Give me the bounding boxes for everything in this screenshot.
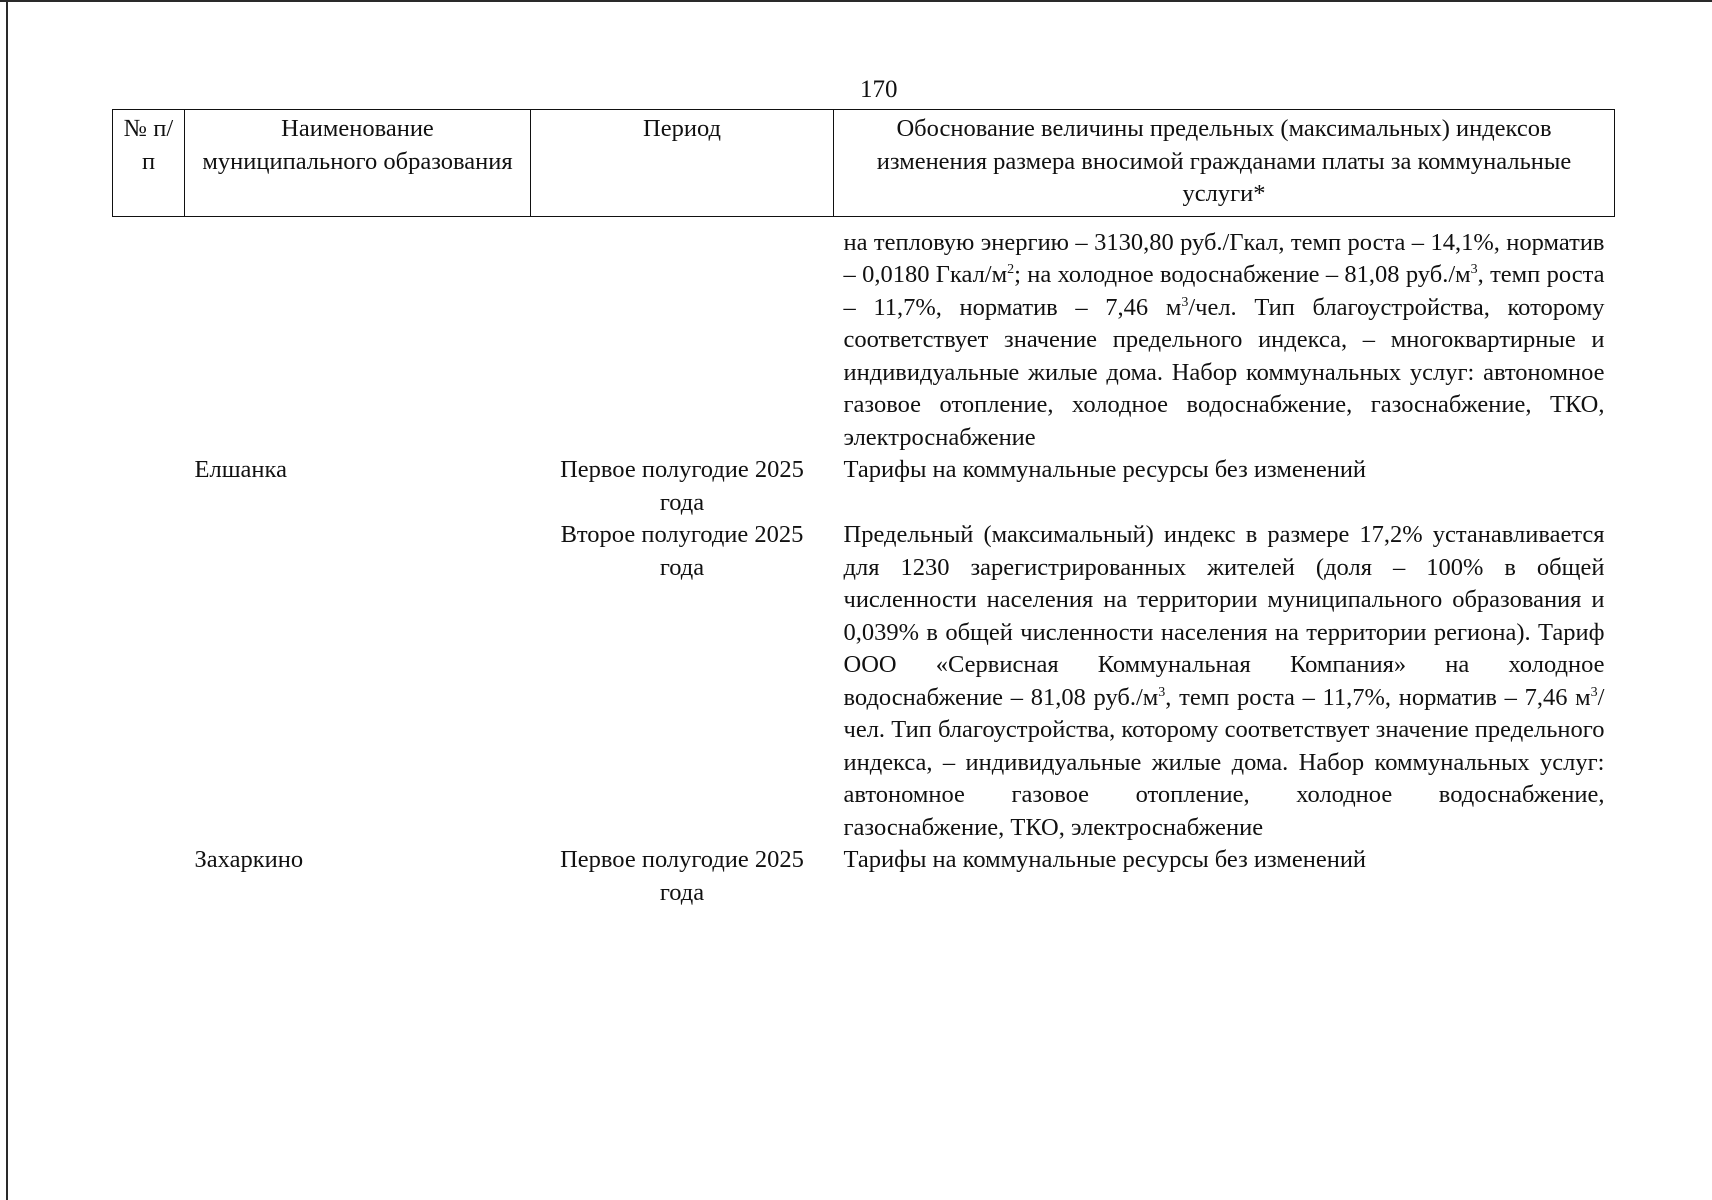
tariff-index-table — [112, 109, 1615, 909]
header-period: Период — [531, 110, 834, 217]
row-num-cell — [113, 519, 185, 844]
row-num-cell — [113, 227, 185, 455]
row-num-cell — [113, 454, 185, 519]
basis-cell — [834, 519, 1615, 844]
header-municipality: Наименование муниципального образования — [185, 110, 531, 217]
municipality-cell — [185, 227, 531, 455]
table-row — [113, 454, 1615, 519]
period-cell: Первое полугодие 2025 года — [560, 456, 804, 516]
table-row — [113, 519, 1615, 844]
basis-text: Предельный (максимальный) индекс в размере 17,2% устанавливается для 1230 зарегистрированных жителей (доля – 100% в общей численности населения на территории муниципального образования и 0,039% в общей численности населения на территории региона). Тариф ООО «Сервисная Коммунальная Компания» на холодное водоснабжение – 81,08 $руб./м^3$, темп роста – 11,7%, норматив – 7,46 $м^3$/чел. Тип благоустройства, которому соответствует значение предельного индекса, – индивидуальные жилые дома. Набор коммунальных услуг: автономное газовое отопление, холодное водоснабжение, газоснабжение, ТКО, электроснабжение — [843, 521, 1605, 841]
basis-cell: Тарифы на коммунальные ресурсы без изменений — [843, 456, 1367, 483]
scan-edge-left — [6, 0, 8, 1200]
page-number: 170 — [860, 76, 898, 103]
scan-edge-top — [0, 0, 1712, 6]
basis-cell: Тарифы на коммунальные ресурсы без изменений — [843, 846, 1367, 873]
header-num: № п/п — [113, 110, 185, 217]
period-cell: Второе полугодие 2025 года — [560, 521, 804, 581]
table-row — [113, 844, 1615, 909]
basis-text: на тепловую энергию – 3130,80 руб./Гкал, темп роста – 14,1%, норматив – 0,0180 Гкал/$м^2$; на холодное водоснабжение – 81,08 $руб./м^3$, темп роста – 11,7%, норматив – 7,46 $м^3$/чел. Тип благоустройства, которому соответствует значение предельного индекса, – многоквартирные и индивидуальные жилые дома. Набор коммунальных услуг: автономное газовое отопление, холодное водоснабжение, газоснабжение, ТКО, электроснабжение — [843, 228, 1605, 451]
municipality-cell: Захаркино — [194, 846, 304, 873]
municipality-cell: Елшанка — [194, 456, 287, 483]
table-header-row — [113, 110, 1615, 217]
table-row — [113, 227, 1615, 455]
municipality-cell — [185, 519, 531, 844]
row-num-cell — [113, 844, 185, 909]
header-basis: Обоснование величины предельных (максимальных) индексов изменения размера вносимой гражданами платы за коммунальные услуги* — [834, 110, 1615, 217]
basis-cell — [834, 227, 1615, 455]
period-cell: Первое полугодие 2025 года — [560, 846, 804, 906]
period-cell — [531, 227, 834, 455]
